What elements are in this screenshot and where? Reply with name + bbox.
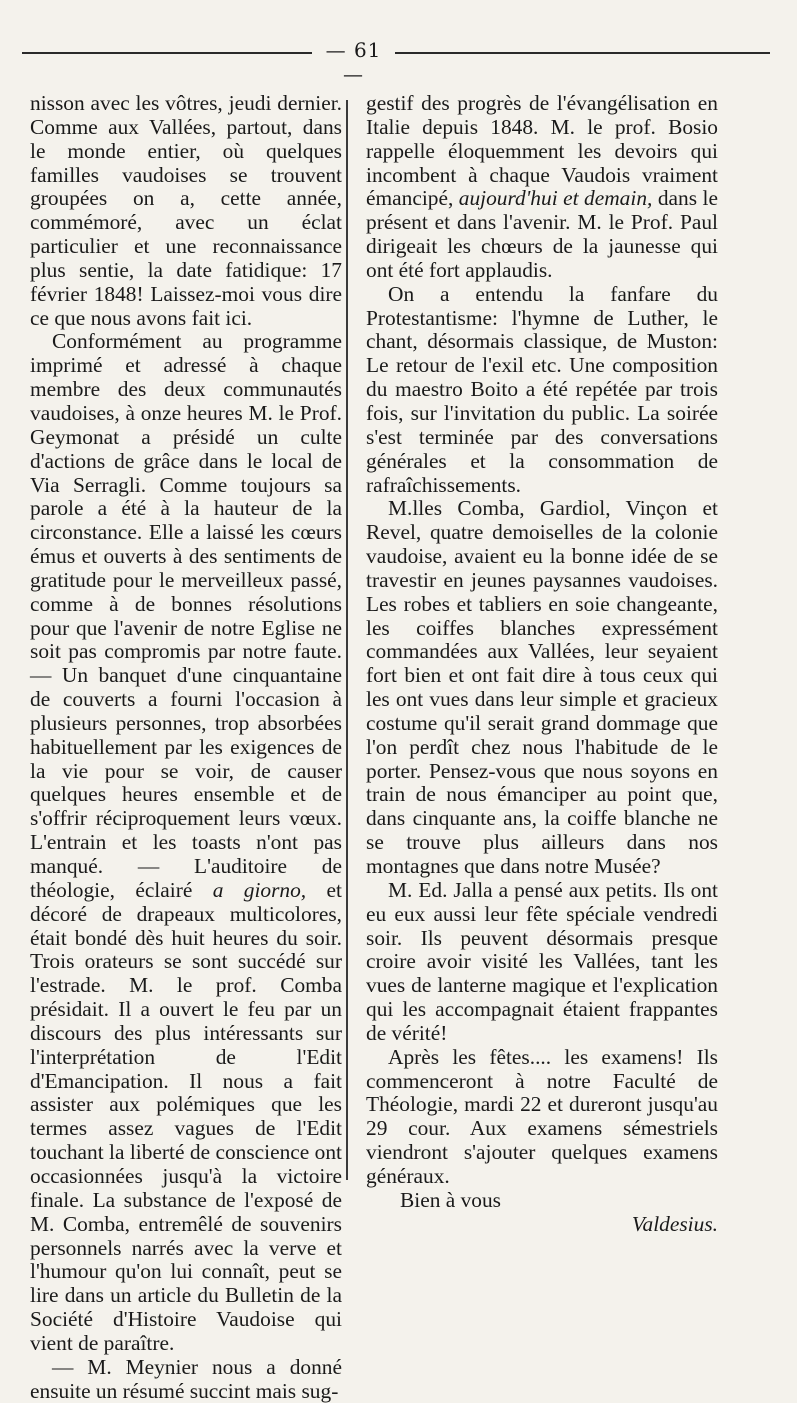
column-divider	[346, 100, 348, 1180]
paragraph-text: et décoré de drapeaux multicolores, était bondé dès huit heures du soir. Trois orateurs se sont succédé sur l'estrade. M. le prof. Comba présidait. Il a ouvert le feu par un discours des plus intéressants sur l'interprétation de l'Edit d'Emancipation. Il nous a fait assister aux polémiques que les termes assez vagues de l'Edit touchant la liberté de conscience ont occasionnées jusqu'à la victoire finale. La substance de l'exposé de M. Comba, entremêlé de souvenirs personnels narrés avec la verve et l'humour qu'on lui connaît, peut se lire dans un article du Bulletin de la Société d'Histoire Vaudoise qui vient de paraître.	[30, 877, 342, 1355]
header-rule-left	[22, 52, 312, 54]
italic-text: a giorno,	[212, 877, 307, 902]
paragraph	[30, 330, 342, 1355]
paragraph-text: On a entendu la fanfare du Protestantisme: l'hymne de Luther, le chant, désormais classique, de Muston: Le retour de l'exil etc. Une composition du maestro Boito a été repétée par trois fois, sur l'invitation du public. La soirée s'est terminée par des conversations générales et la consommation de rafraîchissements.	[366, 281, 718, 497]
paragraph-text: M.lles Comba, Gardiol, Vinçon et Revel, quatre demoiselles de la colonie vaudoise, avaient eu la bonne idée de se travestir en jeunes paysannes vaudoises. Les robes et tabliers en soie changeante, les coiffes blanches expressément commandées aux Vallées, leur seyaient fort bien et ont fait dire à tous ceux qui les ont vues dans leur simple et gracieux costume qu'il serait grand dommage que l'on perdît chez nous l'habitude de le porter. Pensez-vous que nous soyons en train de nous émanciper au point que, dans cinquante ans, la coiffe blanche ne se trouve plus ailleurs dans nos montagnes que dans notre Musée?	[366, 496, 718, 878]
paragraph	[366, 497, 718, 879]
closing-line: Bien à vous	[400, 1187, 501, 1212]
header-rule-right	[395, 52, 770, 54]
paragraph	[30, 1356, 342, 1403]
paragraph-text: dans le présent et dans l'avenir. M. le Prof. Paul dirigeait les chœurs de la jaunesse qui ont été fort applaudis.	[366, 186, 718, 282]
paragraph	[366, 1046, 718, 1189]
paragraph	[366, 879, 718, 1046]
paragraph-text: Après les fêtes.... les examens! Ils commenceront à notre Faculté de Théologie, mardi 22 et dureront jusqu'au 29 cour. Aux examens sémestriels viendront s'ajouter quelques examens généraux.	[366, 1044, 718, 1188]
signature: Valdesius.	[631, 1211, 718, 1236]
paragraph-text: nisson avec les vôtres, jeudi dernier. Comme aux Vallées, partout, dans le monde entier, où quelques familles vaudoises se trouvent groupées on a, cette année, commémoré, avec un éclat particulier et une reconnaissance plus sentie, la date fatidique: 17 février 1848! Laissez-moi vous dire ce que nous avons fait ici.	[30, 91, 342, 330]
left-column	[30, 92, 342, 1403]
paragraph	[366, 283, 718, 498]
right-column	[366, 92, 718, 1237]
paragraph	[366, 92, 718, 283]
paragraph	[30, 92, 342, 330]
paragraph-text: Conformément au programme imprimé et adressé à chaque membre des deux communautés vaudoises, à onze heures M. le Prof. Geymonat a présidé un culte d'actions de grâce dans le local de Via Serragli. Comme toujours sa parole a été à la hauteur de la circonstance. Elle a laissé les cœurs émus et ouverts à des sentiments de gratitude pour le merveilleux passé, comme à de bonnes résolutions pour que l'avenir de notre Eglise ne soit pas compromis par notre faute. — Un banquet d'une cinquantaine de couverts a fourni l'occasion à plusieurs personnes, trop absorbées habituellement par les exigences de la vie pour se voir, de causer quelques heures ensemble et de s'offrir réciproquement leurs vœux. L'entrain et les toasts n'ont pas manqué. — L'auditoire de théologie, éclairé	[30, 329, 342, 902]
paragraph-text: gestif des progrès de l'évangélisation en Italie depuis 1848. M. le prof. Bosio rappelle éloquemment les devoirs qui incombent à chaque Vaudois vraiment émancipé,	[366, 91, 718, 211]
italic-text: aujourd'hui et demain,	[458, 186, 653, 211]
page-number: — 61 —	[325, 38, 382, 86]
page-header	[0, 34, 797, 86]
paragraph-text: — M. Meynier nous a donné ensuite un résumé succint mais sug-	[30, 1354, 342, 1403]
paragraph-text: M. Ed. Jalla a pensé aux petits. Ils ont eu eux aussi leur fête spéciale vendredi soir. Ils peuvent désormais presque croire avoir visité les Vallées, tant les vues de lanterne magique et l'explication qui les accompagnait étaient frappantes de vérité!	[366, 877, 718, 1045]
